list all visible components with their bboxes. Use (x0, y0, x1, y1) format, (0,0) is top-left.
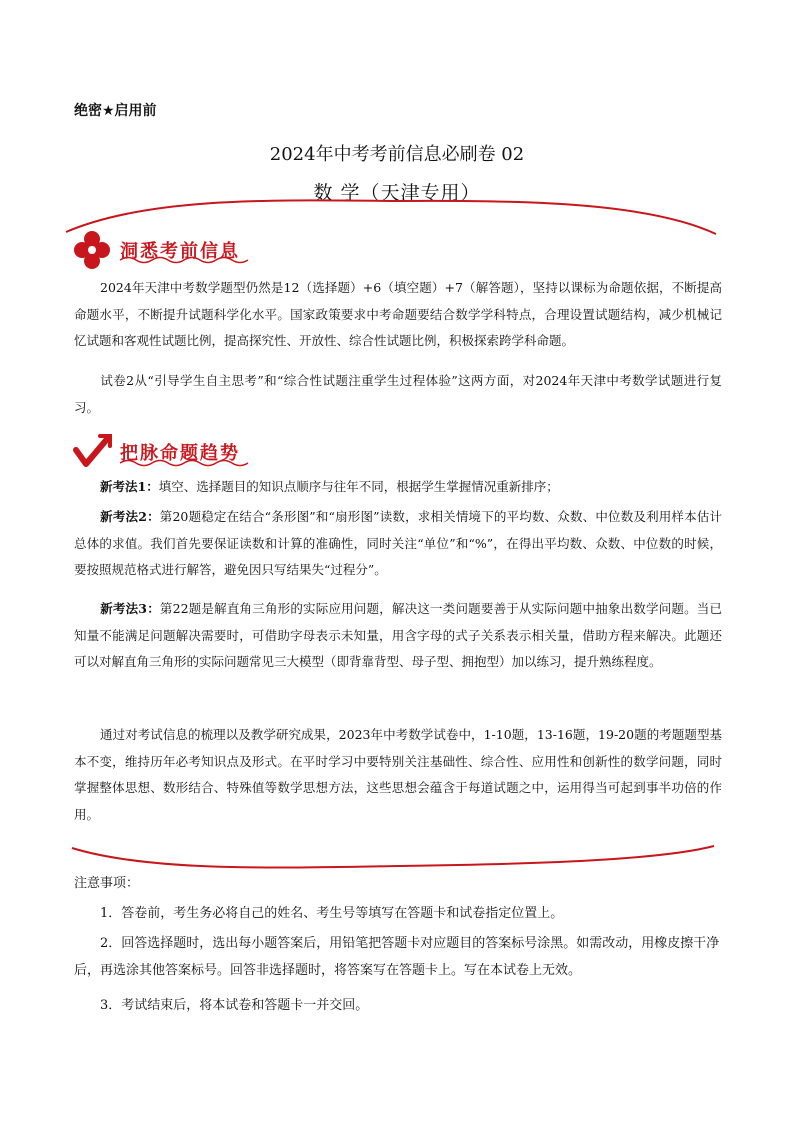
paragraph-text: 试卷2从“引导学生自主思考”和“综合性试题注重学生过程体验”这两方面，对2024年天津中考数学试题进行复习。 (74, 373, 722, 415)
notes-item-1 (74, 900, 722, 927)
notes-item-3 (74, 992, 722, 1019)
check-arrow-icon (70, 432, 114, 472)
method-text: 填空、选择题目的知识点顺序与往年不同，根据学生掌握情况重新排序； (158, 479, 559, 494)
method-text: 第20题稳定在结合“条形图”和“扇形图”读数，求相关情境下的平均数、众数、中位数及利用样本估计总体的求值。我们首先要保证读数和计算的准确性，同时关注“单位”和“%”，在得出平均数、众数、中位数的时候，要按照规范格式进行解答，避免因只写结果失“过程分”。 (74, 509, 722, 577)
new-method-3 (74, 596, 722, 676)
method-text: 第22题是解直角三角形的实际应用问题，解决这一类问题要善于从实际问题中抽象出数学问题。当已知量不能满足问题解决需要时，可借助字母表示未知量，用含字母的式子关系表示相关量，借助方程来解决。此题还可以对解直角三角形的实际问题常见三大模型（即背靠背型、母子型、拥抱型）加以练习，提升熟练程度。 (74, 601, 722, 669)
section1-paragraph-1 (74, 275, 722, 355)
note-text: 2．回答选择题时，选出每小题答案后，用铅笔把答题卡对应题目的答案标号涂黑。如需改动，用橡皮擦干净后，再选涂其他答案标号。回答非选择题时，将答案写在答题卡上。写在本试卷上无效。 (74, 936, 720, 978)
exam-title: 2024年中考考前信息必刷卷 02 (269, 144, 525, 165)
section-banner-exam-info (70, 230, 240, 270)
paragraph-text: 2024年天津中考数学题型仍然是12（选择题）+6（填空题）+7（解答题），坚持以课标为命题依据，不断提高命题水平，不断提升试题科学化水平。国家政策要求中考命题要结合数学学科特点，合理设置试题结构，减少机械记忆试题和客观性试题比例，提高探究性、开放性、综合性试题比例，积极探索跨学科命题。 (74, 280, 722, 348)
new-method-2 (74, 504, 722, 584)
summary-paragraph (74, 722, 722, 828)
section1-paragraph-2 (74, 368, 722, 421)
exam-subtitle: 数 学（天津专用） (313, 182, 481, 204)
note-text: 3．考试结束后，将本试卷和答题卡一并交回。 (100, 998, 369, 1013)
note-text: 1．答卷前，考生务必将自己的姓名、考生号等填写在答题卡和试卷指定位置上。 (100, 906, 564, 921)
notes-item-2 (74, 930, 722, 984)
confidential-label: 绝密★启用前 (74, 103, 157, 119)
flower-icon (70, 230, 114, 270)
method-label: 新考法2： (100, 509, 160, 524)
new-method-1 (74, 474, 722, 501)
method-label: 新考法3： (100, 601, 160, 616)
method-label: 新考法1： (100, 479, 159, 494)
notes-heading: 注意事项： (74, 876, 140, 891)
section-banner-trends (70, 432, 240, 472)
summary-text: 通过对考试信息的梳理以及教学研究成果，2023年中考数学试卷中，1-10题，13-16题，19-20题的考题题型基本不变，维持历年必考知识点及形式。在平时学习中要特别关注基础性、综合性、应用性和创新性的数学问题，同时掌握整体思想、数形结合、特殊值等数学思想方法，这些思想会蕴含于每道试题之中，运用得当可起到事半功倍的作用。 (74, 727, 722, 822)
section-heading: 洞悉考前信息 (120, 241, 240, 262)
section-heading: 把脉命题趋势 (120, 443, 240, 464)
